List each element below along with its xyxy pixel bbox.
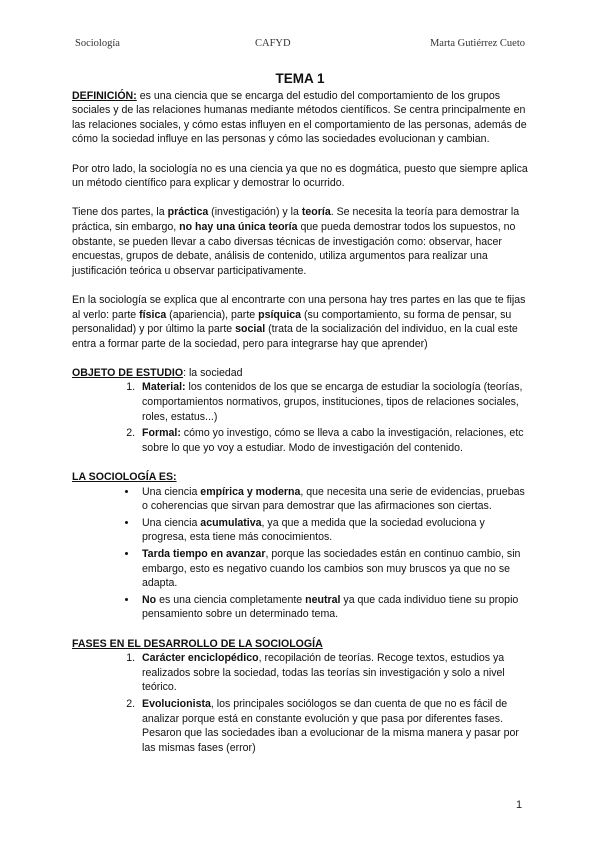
bold-run: Carácter enciclopédico bbox=[142, 652, 259, 665]
bold-run: acumulativa bbox=[200, 516, 262, 529]
bold-run: social bbox=[235, 323, 266, 336]
text-run: En la sociología se explica que al encontrarte con una persona hay tres partes en las que te fijas al verlo: parte bbox=[72, 293, 526, 321]
text-run: (investigación) y la bbox=[208, 206, 302, 219]
bold-run: psíquica bbox=[258, 308, 302, 321]
text-run: (su comportamiento, su forma de pensar, su personalidad) y por último la parte bbox=[72, 308, 512, 336]
text-run: los contenidos de los que se encarga de estudiar la sociología (teorías, comportamientos normativos, grupos, instituciones, tipos de relaciones sociales, roles, estatus...) bbox=[142, 381, 523, 423]
list-item bbox=[138, 380, 528, 424]
bold-run: Evolucionista bbox=[142, 697, 211, 710]
text-run: (apariencia), parte bbox=[166, 308, 259, 321]
section-heading: OBJETO DE ESTUDIO bbox=[72, 366, 184, 379]
text-run: Tiene dos partes, la bbox=[72, 206, 168, 219]
text-run: que pueda demostrar todos los supuestos, no obstante, se pueden llevar a cabo diversas técnicas de investigación como: observar, hacer encuestas, grupos de debate, análisis de contenido, utiliza argumentos para realizar una justificación teórica u observar participativamente. bbox=[72, 220, 516, 277]
text-run: cómo yo investigo, cómo se lleva a cabo la investigación, relaciones, etc sobre lo que yo voy a estudiar. Modo de investigación del contenido. bbox=[142, 427, 524, 454]
text-run: (trata de la socialización del individuo, en la cual este entra a formar parte de la sociedad, pero para integrarse hay que aprender) bbox=[72, 323, 518, 350]
list-item bbox=[138, 593, 528, 622]
section-heading: FASES EN EL DESARROLLO DE LA SOCIOLOGÍA bbox=[72, 637, 323, 650]
fases-list bbox=[72, 651, 528, 755]
bold-run: Material: bbox=[142, 381, 186, 394]
bold-run: no hay una única teoría bbox=[179, 220, 298, 233]
header-author: Marta Gutiérrez Cueto bbox=[429, 38, 525, 49]
parts-paragraph bbox=[72, 205, 528, 278]
dogma-paragraph: Por otro lado, la sociología no es una ciencia ya que no es dogmática, puesto que siempre aplica un método científico para explicar y demostrar lo ocurrido. bbox=[72, 162, 528, 190]
text-run: , ya que a medida que la sociedad evoluciona y progresa, esta tiene más conocimientos. bbox=[142, 516, 485, 544]
section-heading: LA SOCIOLOGÍA ES: bbox=[72, 471, 177, 484]
text-run: ya que cada individuo tiene su propio pensamiento sobre un determinado tema. bbox=[142, 593, 519, 621]
text-run: , los principales sociólogos se dan cuenta de que no es fácil de analizar porque está en constante evolución y que pasa por diferentes fases. Pesaron que las sociedades iban a evolucionar de la misma manera y pasar por las mismas fases (error) bbox=[142, 697, 519, 754]
bold-run: empírica y moderna bbox=[200, 485, 301, 498]
page-title: TEMA 1 bbox=[275, 71, 325, 86]
text-run: . Se necesita la teoría para demostrar la práctica, sin embargo, bbox=[72, 206, 520, 233]
fases-heading bbox=[72, 637, 528, 652]
list-item bbox=[138, 697, 528, 755]
definition-paragraph bbox=[72, 89, 528, 147]
three-parts-paragraph bbox=[72, 293, 528, 351]
definition-label: DEFINICIÓN: bbox=[72, 89, 137, 102]
page-header bbox=[75, 38, 525, 52]
header-subject: Sociología bbox=[75, 38, 120, 49]
bold-run: Formal: bbox=[142, 427, 181, 440]
list-item bbox=[138, 485, 528, 514]
objeto-heading bbox=[72, 366, 528, 381]
bold-run: práctica bbox=[167, 206, 209, 219]
text-run: Una ciencia bbox=[142, 516, 201, 529]
text-run: Una ciencia bbox=[142, 485, 201, 498]
heading-rest: : la sociedad bbox=[183, 366, 243, 379]
definition-text: es una ciencia que se encarga del estudio del comportamiento de los grupos sociales y de las relaciones humanas mediante métodos científicos. Se centra principalmente en las relaciones sociales, y cómo estas influyen en el comportamiento de las personas, además de cómo la sociedad influye en las personas y cómo las sociedades evolucionan y cambian. bbox=[72, 89, 527, 146]
objeto-list bbox=[72, 380, 528, 455]
bold-run: física bbox=[139, 308, 167, 321]
text-run: , recopilación de teorías. Recoge textos, estudios ya realizados sobre la sociedad, todas las teorías sin investigación y solo a nivel teórico. bbox=[142, 652, 505, 694]
page-number: 1 bbox=[516, 799, 523, 811]
es-list bbox=[72, 485, 528, 622]
document-body bbox=[72, 72, 528, 757]
text-run: , que necesita una serie de evidencias, pruebas o coherencias que sirvan para demostrar que las afirmaciones son ciertas. bbox=[142, 485, 525, 513]
bold-run: teoría bbox=[301, 206, 331, 219]
list-item bbox=[138, 651, 528, 695]
text-run: , porque las sociedades están en continuo cambio, sin embargo, esto es negativo cuando los cambios son muy bruscos ya que no se adapta. bbox=[142, 548, 521, 590]
bold-run: neutral bbox=[305, 593, 341, 606]
list-item bbox=[138, 426, 528, 455]
header-course: CAFYD bbox=[255, 38, 291, 49]
list-item bbox=[138, 547, 528, 591]
bold-run: Tarda tiempo en avanzar bbox=[142, 548, 266, 560]
bold-run: No bbox=[142, 593, 157, 606]
text-run: es una ciencia completamente bbox=[156, 593, 306, 606]
es-heading bbox=[72, 470, 528, 485]
list-item bbox=[138, 516, 528, 545]
